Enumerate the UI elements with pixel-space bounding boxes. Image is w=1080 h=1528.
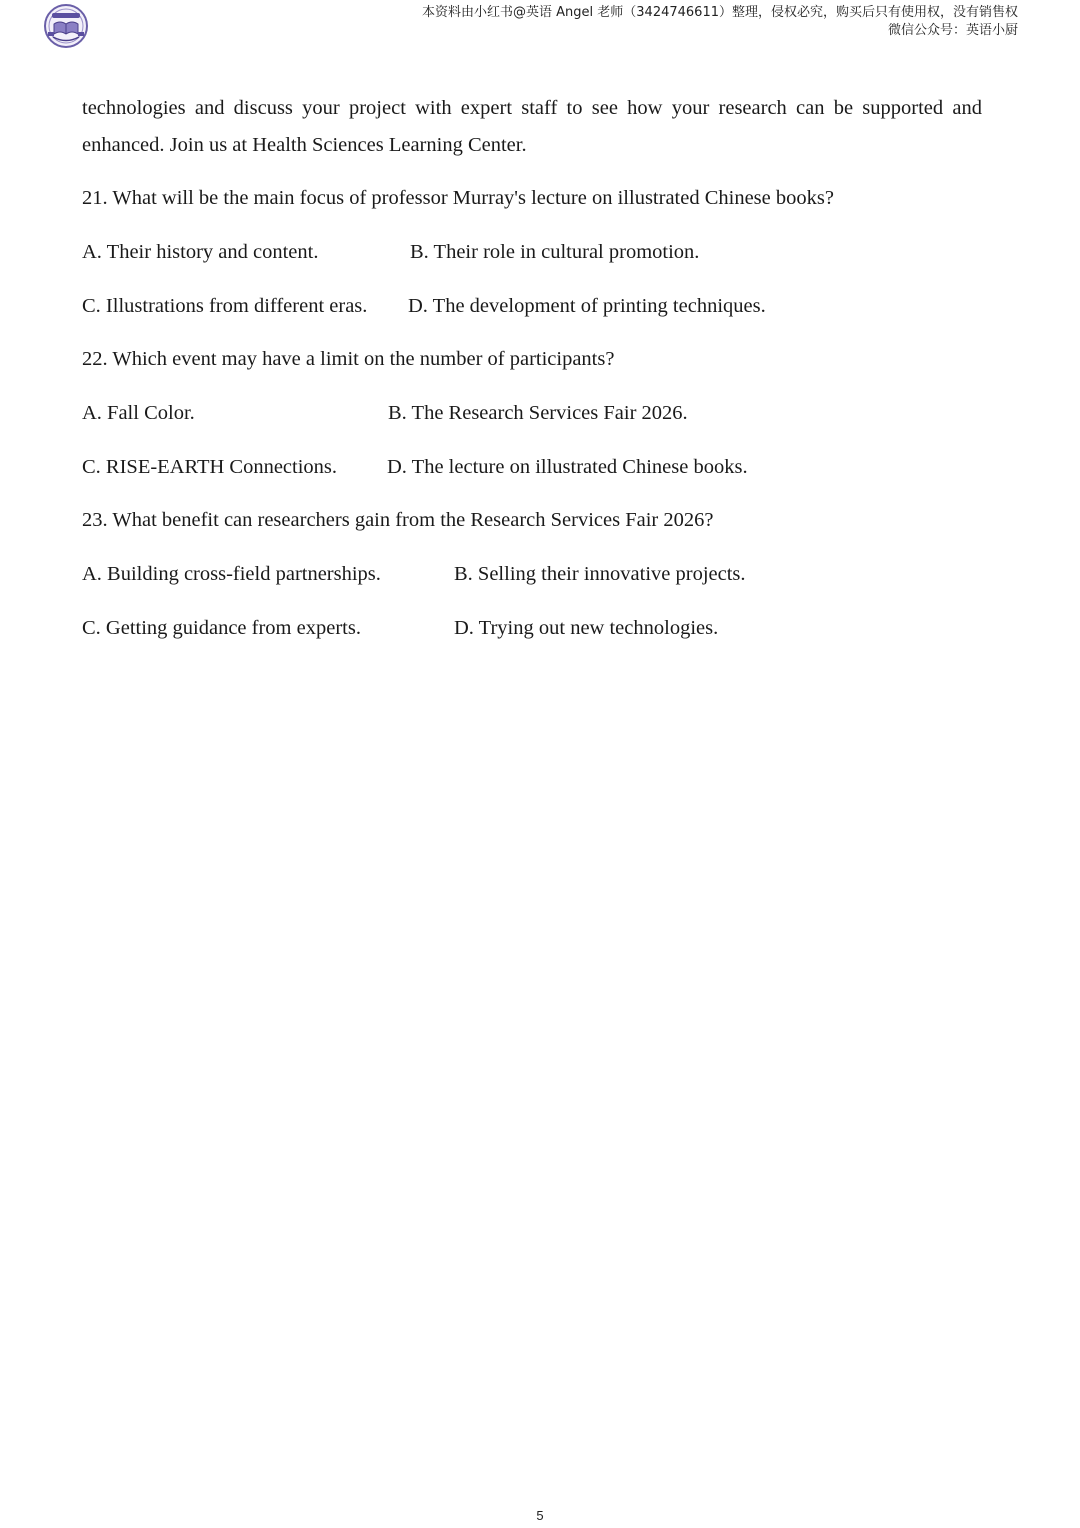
question-21-options-row-2 <box>82 288 982 325</box>
question-22-option-c: C. RISE-EARTH Connections. <box>82 456 338 478</box>
question-21-options-row-1 <box>82 234 982 271</box>
question-23-option-b: B. Selling their innovative projects. <box>454 563 746 585</box>
document-body <box>82 90 982 647</box>
question-22-options-row-2 <box>82 449 982 486</box>
header-notice-line2: 微信公众号：英语小厨 <box>887 23 1018 38</box>
question-21-option-b: B. Their role in cultural promotion. <box>410 241 700 263</box>
question-23-options-row-2 <box>82 610 982 647</box>
question-22-option-b: B. The Research Services Fair 2026. <box>388 402 688 424</box>
question-21-option-a: A. Their history and content. <box>82 241 319 263</box>
question-23-option-a: A. Building cross-field partnerships. <box>82 563 381 585</box>
book-globe-logo-icon <box>42 4 90 48</box>
question-22-options-row-1 <box>82 395 982 432</box>
question-22-option-d: D. The lecture on illustrated Chinese books. <box>387 456 748 478</box>
passage-continuation: technologies and discuss your project with expert staff to see how your research can be supported and enhanced. Join us at Health Sciences Learning Center. <box>82 97 982 156</box>
question-22-option-a: A. Fall Color. <box>82 402 195 424</box>
question-21-option-d: D. The development of printing techniques. <box>408 295 766 317</box>
question-23: 23. What benefit can researchers gain from the Research Services Fair 2026? <box>82 509 714 531</box>
question-23-option-d: D. Trying out new technologies. <box>454 617 719 639</box>
question-22: 22. Which event may have a limit on the number of participants? <box>82 348 615 370</box>
question-21: 21. What will be the main focus of professor Murray's lecture on illustrated Chinese books? <box>82 187 834 209</box>
header-notice <box>422 4 1018 40</box>
question-23-options-row-1 <box>82 556 982 593</box>
question-23-option-c: C. Getting guidance from experts. <box>82 617 361 639</box>
page-number: 5 <box>536 1508 544 1523</box>
header-notice-line1: 本资料由小红书@英语 Angel 老师（3424746611）整理，侵权必究，购买后只有使用权，没有销售权 <box>422 5 1018 20</box>
question-21-option-c: C. Illustrations from different eras. <box>82 295 368 317</box>
